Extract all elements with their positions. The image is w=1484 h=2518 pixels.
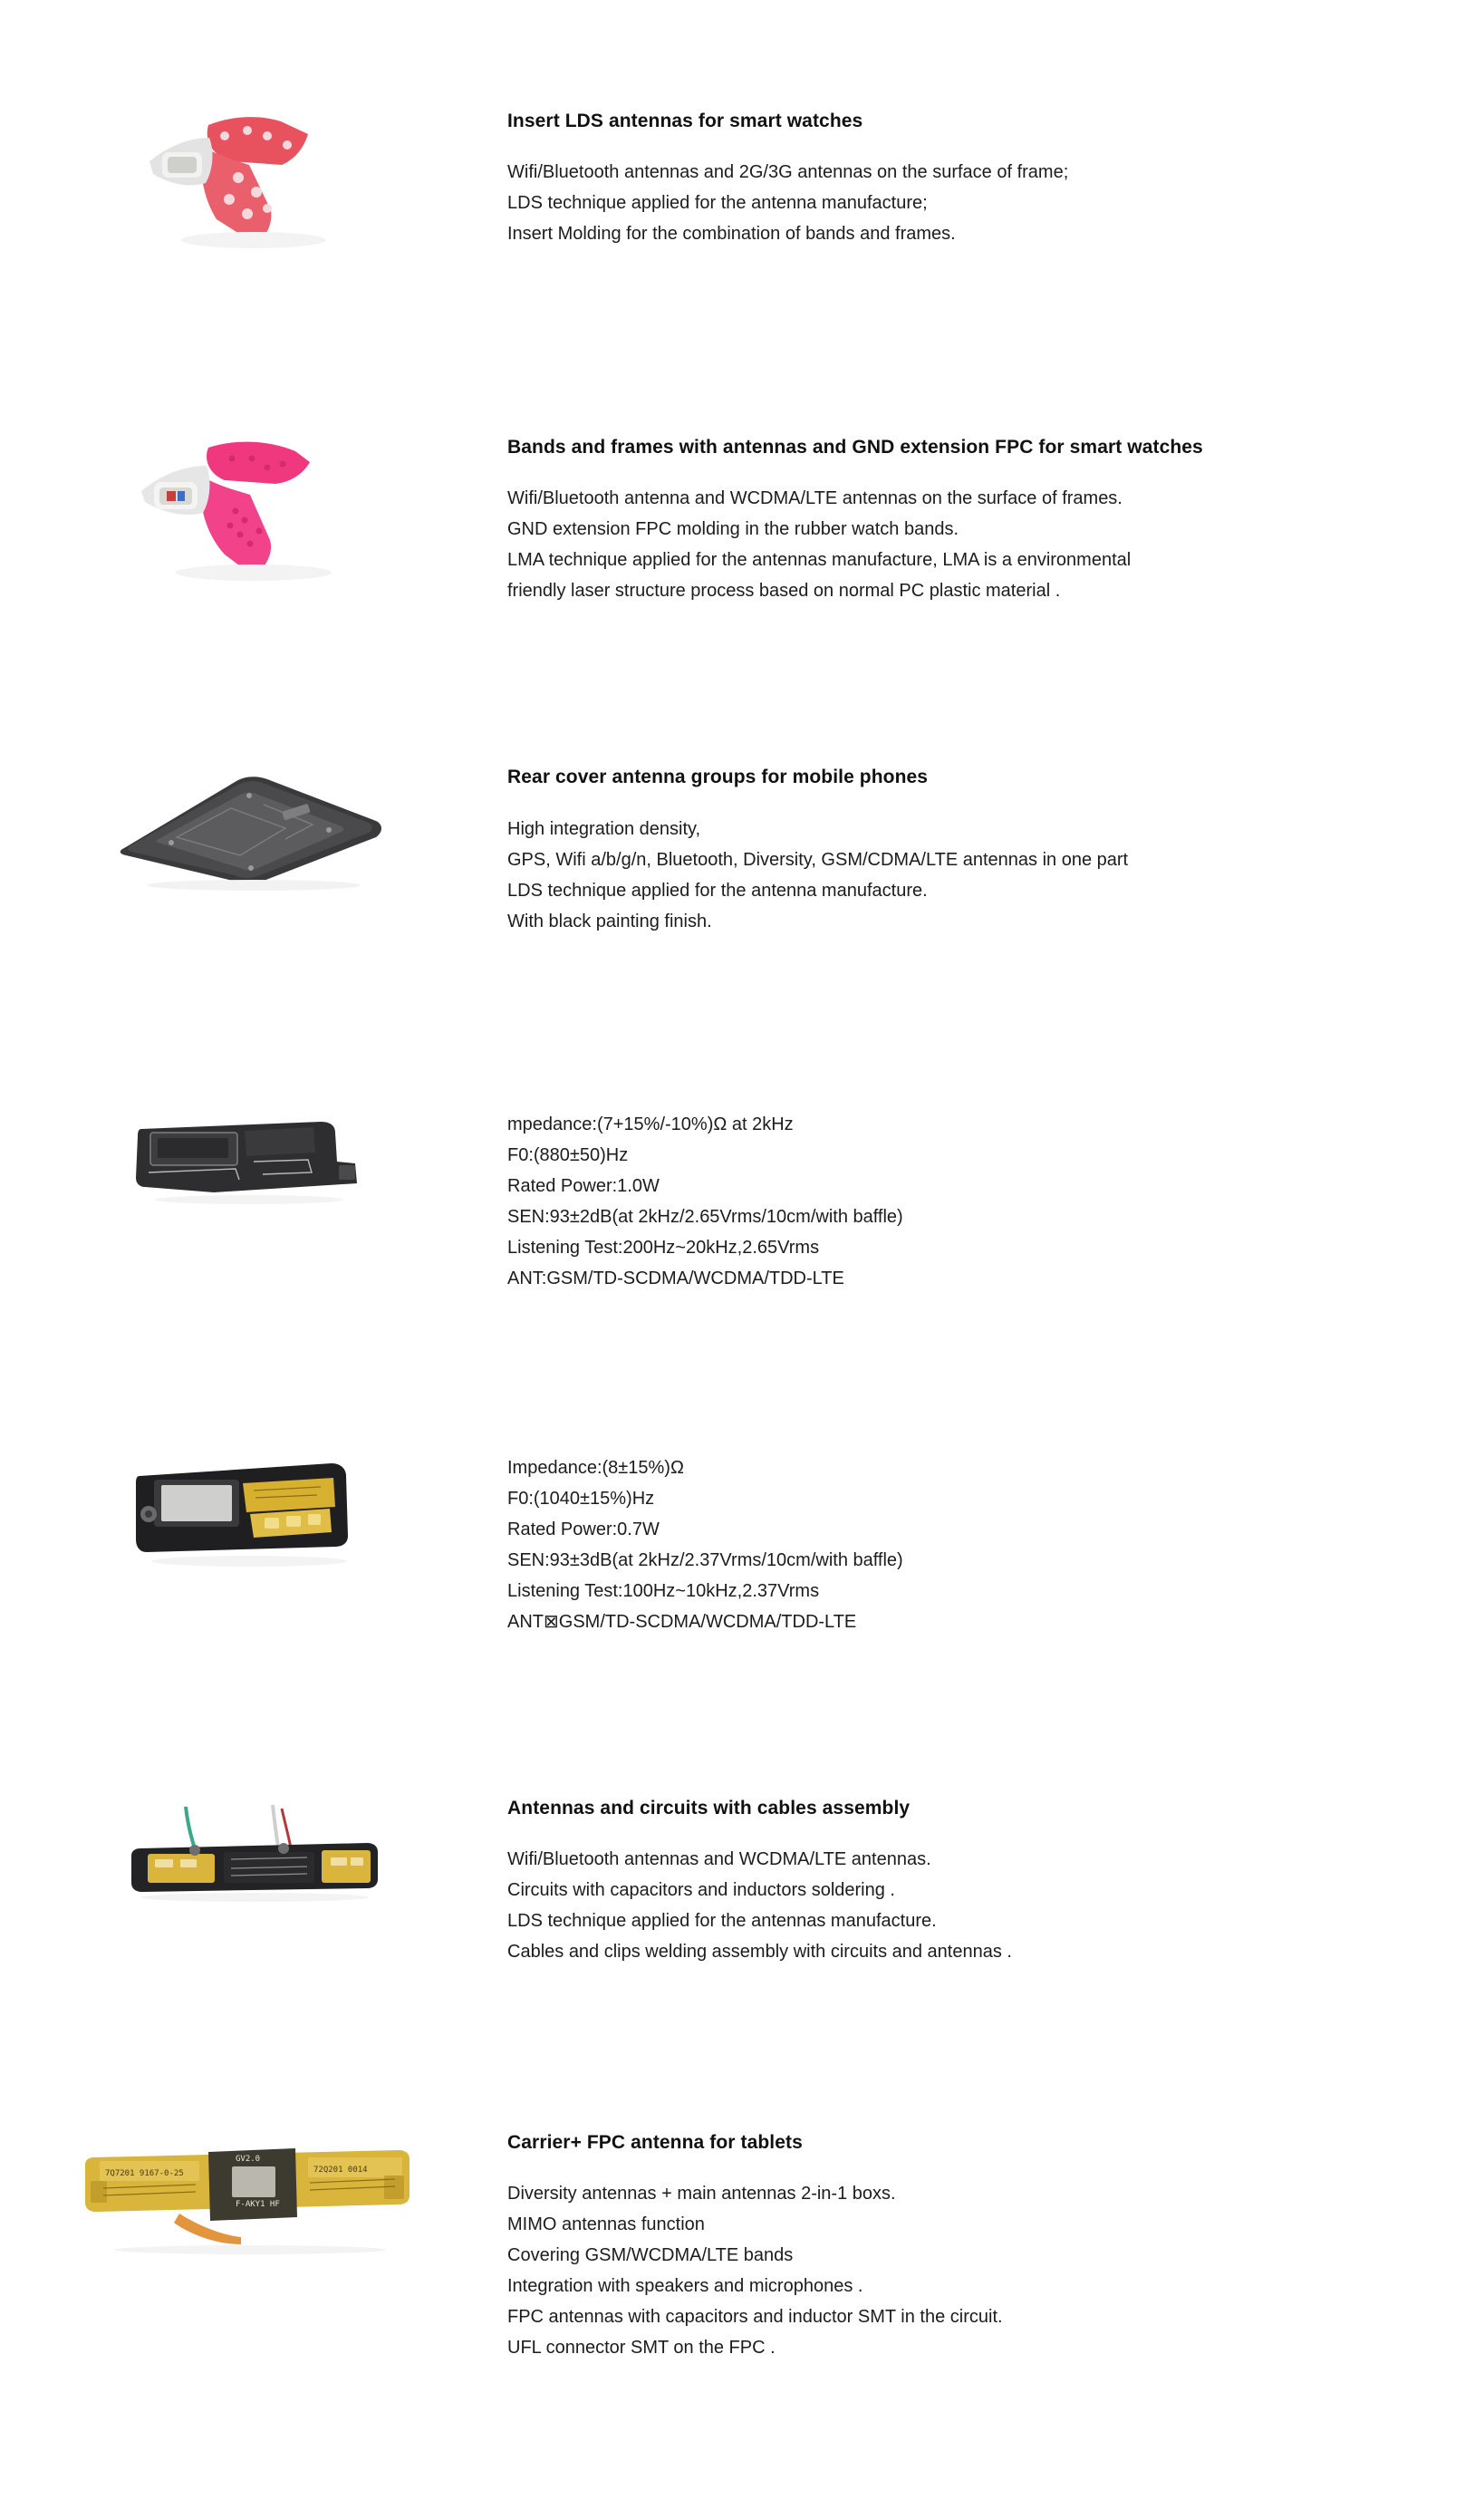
section-7-line-6: UFL connector SMT on the FPC . [507, 2338, 776, 2359]
section-2-media [0, 435, 507, 584]
section-3-line-4: With black painting finish. [507, 911, 712, 931]
section-6-heading: Antennas and circuits with cables assembly [507, 1797, 911, 1819]
section-4-line-2: F0:(880±50)Hz [507, 1144, 629, 1165]
svg-text:7Q7201 9167-0-25: 7Q7201 9167-0-25 [105, 2168, 184, 2178]
section-5-line-4: SEN:93±3dB(at 2kHz/2.37Vrms/10cm/with baffle) [507, 1549, 903, 1570]
section-4-text [507, 1109, 1484, 1294]
antenna-circuit-cable-assembly-photo [104, 1796, 403, 1905]
section-1-heading: Insert LDS antennas for smart watches [507, 111, 863, 131]
speaker-box-module-photo-1 [127, 1109, 381, 1209]
section-6-line-3: LDS technique applied for the antennas manufacture. [507, 1910, 937, 1931]
section-3-line-1: High integration density, [507, 818, 701, 839]
section-1-line-3: Insert Molding for the combination of bands and frames. [507, 224, 956, 245]
section-6-media [0, 1796, 507, 1905]
section-7-media [0, 2130, 507, 2257]
section-insert-lds-antennas [0, 0, 1484, 254]
section-1-media [0, 109, 507, 254]
section-2-heading: Bands and frames with antennas and GND extension FPC for smart watches [507, 437, 1203, 458]
section-7-line-2: MIMO antennas function [507, 2214, 705, 2235]
section-5-media [0, 1452, 507, 1570]
section-rear-cover-antenna-groups [0, 606, 1484, 936]
section-3-heading: Rear cover antenna groups for mobile phones [507, 767, 929, 788]
section-2-line-1: Wifi/Bluetooth antenna and WCDMA/LTE antennas on the surface of frames. [507, 488, 1123, 509]
section-1-line-1: Wifi/Bluetooth antennas and 2G/3G antennas on the surface of frame; [507, 162, 1069, 183]
section-5-line-3: Rated Power:0.7W [507, 1519, 660, 1539]
section-2-line-3: LMA technique applied for the antennas manufacture, LMA is a environmental [507, 550, 1132, 571]
section-4-media [0, 1109, 507, 1209]
section-1-line-2: LDS technique applied for the antenna manufacture; [507, 193, 928, 214]
section-2-line-4: friendly laser structure process based on normal PC plastic material . [507, 581, 1061, 602]
section-4-line-6: ANT:GSM/TD-SCDMA/WCDMA/TDD-LTE [507, 1268, 844, 1288]
section-7-line-1: Diversity antennas + main antennas 2-in-1 boxs. [507, 2184, 896, 2204]
section-4-line-1: mpedance:(7+15%/-10%)Ω at 2kHz [507, 1114, 794, 1134]
section-5-line-6: ANT⊠GSM/TD-SCDMA/WCDMA/TDD-LTE [507, 1611, 857, 1632]
section-antennas-circuits-cables [0, 1637, 1484, 1967]
section-5-line-5: Listening Test:100Hz~10kHz,2.37Vrms [507, 1580, 820, 1601]
section-7-line-5: FPC antennas with capacitors and inductor SMT in the circuit. [507, 2307, 1003, 2328]
section-6-line-4: Cables and clips welding assembly with circuits and antennas . [507, 1941, 1012, 1962]
section-3-media [0, 765, 507, 892]
section-4-line-4: SEN:93±2dB(at 2kHz/2.65Vrms/10cm/with baffle) [507, 1206, 903, 1227]
section-6-text [507, 1796, 1484, 1967]
section-3-line-2: GPS, Wifi a/b/g/n, Bluetooth, Diversity, GSM/CDMA/LTE antennas in one part [507, 849, 1129, 870]
section-5-line-2: F0:(1040±15%)Hz [507, 1488, 655, 1509]
mobile-phone-rear-cover-photo [104, 765, 403, 892]
section-3-line-3: LDS technique applied for the antenna manufacture. [507, 880, 928, 901]
section-speaker-box-spec-1 [0, 937, 1484, 1294]
red-smart-watch-band-frame-photo [122, 109, 385, 254]
section-7-line-4: Integration with speakers and microphones . [507, 2276, 863, 2297]
section-7-line-3: Covering GSM/WCDMA/LTE bands [507, 2245, 794, 2266]
section-bands-frames-gnd-fpc [0, 254, 1484, 606]
section-2-text [507, 435, 1484, 606]
section-carrier-fpc-antenna-tablets [0, 1967, 1484, 2472]
section-5-line-1: Impedance:(8±15%)Ω [507, 1457, 684, 1478]
section-4-line-3: Rated Power:1.0W [507, 1175, 660, 1196]
section-6-line-1: Wifi/Bluetooth antennas and WCDMA/LTE antennas. [507, 1848, 931, 1869]
svg-text:F-AKY1 HF: F-AKY1 HF [236, 2199, 280, 2209]
pink-smart-watch-band-frame-photo [118, 435, 390, 584]
section-speaker-box-spec-2 [0, 1294, 1484, 1637]
section-6-line-2: Circuits with capacitors and inductors soldering . [507, 1879, 895, 1900]
svg-text:72Q201 0014: 72Q201 0014 [313, 2165, 368, 2175]
svg-text:GV2.0: GV2.0 [236, 2154, 261, 2164]
section-1-text [507, 109, 1484, 249]
section-5-text [507, 1452, 1484, 1637]
section-7-text [507, 2130, 1484, 2363]
carrier-fpc-antenna-tablet-photo [72, 2130, 435, 2257]
section-7-heading: Carrier+ FPC antenna for tablets [507, 2131, 803, 2153]
section-2-line-2: GND extension FPC molding in the rubber watch bands. [507, 519, 959, 540]
speaker-box-module-photo-2 [127, 1452, 381, 1570]
section-4-line-5: Listening Test:200Hz~20kHz,2.65Vrms [507, 1237, 820, 1258]
section-3-text [507, 765, 1484, 936]
